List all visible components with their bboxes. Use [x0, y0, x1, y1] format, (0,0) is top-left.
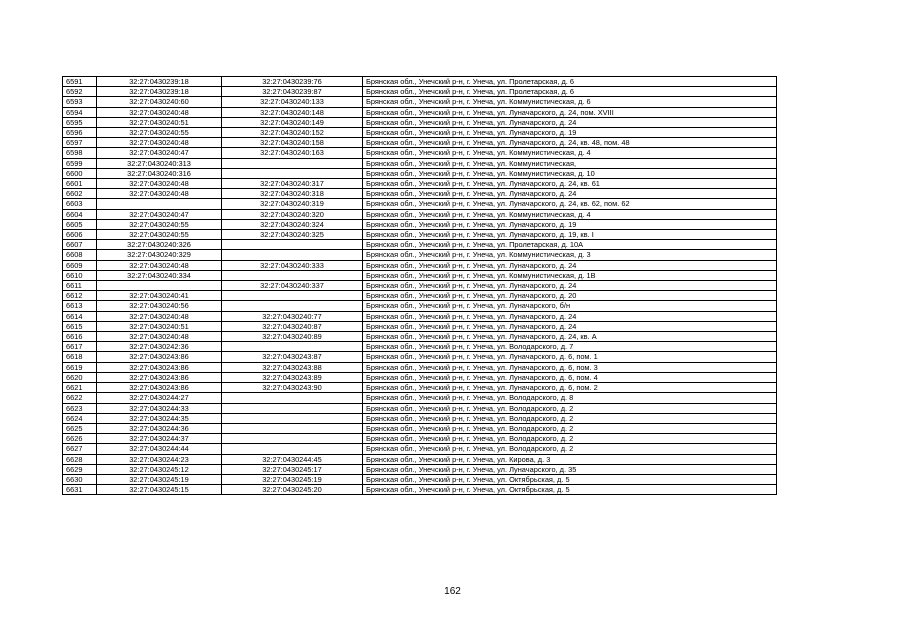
object-cadastral-number-cell — [222, 240, 363, 250]
parcel-cadastral-number-cell: 32:27:0430242:36 — [97, 342, 222, 352]
table-row — [63, 291, 777, 301]
address-cell: Брянская обл., Унечский р-н, г. Унеча, ул. Октябрьская, д. 5 — [363, 474, 777, 484]
object-cadastral-number-cell: 32:27:0430240:77 — [222, 311, 363, 321]
parcel-cadastral-number-cell: 32:27:0430240:55 — [97, 219, 222, 229]
table-row — [63, 97, 777, 107]
table-row — [63, 413, 777, 423]
object-cadastral-number-cell — [222, 250, 363, 260]
parcel-cadastral-number-cell — [97, 199, 222, 209]
table-row — [63, 281, 777, 291]
table-row — [63, 199, 777, 209]
row-number-cell: 6595 — [63, 117, 97, 127]
address-cell: Брянская обл., Унечский р-н, г. Унеча, ул. Володарского, д. 2 — [363, 444, 777, 454]
address-cell: Брянская обл., Унечский р-н, г. Унеча, ул. Володарского, д. 7 — [363, 342, 777, 352]
table-row — [63, 311, 777, 321]
object-cadastral-number-cell: 32:27:0430239:87 — [222, 87, 363, 97]
address-cell: Брянская обл., Унечский р-н, г. Унеча, ул. Володарского, д. 2 — [363, 413, 777, 423]
row-number-cell: 6599 — [63, 158, 97, 168]
table-row — [63, 393, 777, 403]
table-row — [63, 168, 777, 178]
address-cell: Брянская обл., Унечский р-н, г. Унеча, ул. Володарского, д. 2 — [363, 423, 777, 433]
parcel-cadastral-number-cell: 32:27:0430243:86 — [97, 352, 222, 362]
row-number-cell: 6610 — [63, 270, 97, 280]
row-number-cell: 6592 — [63, 87, 97, 97]
table-row — [63, 230, 777, 240]
parcel-cadastral-number-cell: 32:27:0430240:55 — [97, 128, 222, 138]
address-cell: Брянская обл., Унечский р-н, г. Унеча, ул. Коммунистическая, д. 10 — [363, 168, 777, 178]
table-row — [63, 342, 777, 352]
parcel-cadastral-number-cell: 32:27:0430240:329 — [97, 250, 222, 260]
object-cadastral-number-cell: 32:27:0430243:89 — [222, 372, 363, 382]
object-cadastral-number-cell — [222, 423, 363, 433]
parcel-cadastral-number-cell: 32:27:0430239:18 — [97, 87, 222, 97]
parcel-cadastral-number-cell: 32:27:0430244:44 — [97, 444, 222, 454]
row-number-cell: 6602 — [63, 189, 97, 199]
table-row — [63, 158, 777, 168]
row-number-cell: 6607 — [63, 240, 97, 250]
table-body — [63, 77, 777, 495]
parcel-cadastral-number-cell: 32:27:0430240:47 — [97, 148, 222, 158]
parcel-cadastral-number-cell — [97, 281, 222, 291]
object-cadastral-number-cell: 32:27:0430240:158 — [222, 138, 363, 148]
object-cadastral-number-cell: 32:27:0430240:325 — [222, 230, 363, 240]
object-cadastral-number-cell: 32:27:0430240:148 — [222, 107, 363, 117]
address-cell: Брянская обл., Унечский р-н, г. Унеча, ул. Пролетарская, д. 6 — [363, 87, 777, 97]
parcel-cadastral-number-cell: 32:27:0430240:48 — [97, 332, 222, 342]
object-cadastral-number-cell: 32:27:0430240:333 — [222, 260, 363, 270]
address-cell: Брянская обл., Унечский р-н, г. Унеча, ул. Луначарского, д. 24 — [363, 117, 777, 127]
row-number-cell: 6631 — [63, 485, 97, 495]
row-number-cell: 6593 — [63, 97, 97, 107]
address-cell: Брянская обл., Унечский р-н, г. Унеча, ул. Луначарского, д. 6, пом. 1 — [363, 352, 777, 362]
property-register-table — [62, 76, 777, 495]
object-cadastral-number-cell: 32:27:0430240:337 — [222, 281, 363, 291]
address-cell: Брянская обл., Унечский р-н, г. Унеча, ул. Пролетарская, д. 6 — [363, 77, 777, 87]
address-cell: Брянская обл., Унечский р-н, г. Унеча, ул. Коммунистическая, д. 4 — [363, 209, 777, 219]
parcel-cadastral-number-cell: 32:27:0430244:37 — [97, 434, 222, 444]
object-cadastral-number-cell: 32:27:0430240:319 — [222, 199, 363, 209]
address-cell: Брянская обл., Унечский р-н, г. Унеча, ул. Луначарского, д. 20 — [363, 291, 777, 301]
address-cell: Брянская обл., Унечский р-н, г. Унеча, ул. Коммунистическая, д. 3 — [363, 250, 777, 260]
row-number-cell: 6614 — [63, 311, 97, 321]
object-cadastral-number-cell: 32:27:0430243:87 — [222, 352, 363, 362]
parcel-cadastral-number-cell: 32:27:0430244:23 — [97, 454, 222, 464]
address-cell: Брянская обл., Унечский р-н, г. Унеча, ул. Луначарского, д. 6, пом. 2 — [363, 383, 777, 393]
row-number-cell: 6596 — [63, 128, 97, 138]
table-row — [63, 117, 777, 127]
parcel-cadastral-number-cell: 32:27:0430240:48 — [97, 138, 222, 148]
object-cadastral-number-cell: 32:27:0430245:20 — [222, 485, 363, 495]
address-cell: Брянская обл., Унечский р-н, г. Унеча, ул. Луначарского, д. 24 — [363, 189, 777, 199]
object-cadastral-number-cell: 32:27:0430240:87 — [222, 321, 363, 331]
address-cell: Брянская обл., Унечский р-н, г. Унеча, ул. Кирова, д. 3 — [363, 454, 777, 464]
row-number-cell: 6608 — [63, 250, 97, 260]
table-row — [63, 403, 777, 413]
object-cadastral-number-cell: 32:27:0430240:152 — [222, 128, 363, 138]
object-cadastral-number-cell — [222, 434, 363, 444]
parcel-cadastral-number-cell: 32:27:0430240:326 — [97, 240, 222, 250]
row-number-cell: 6600 — [63, 168, 97, 178]
object-cadastral-number-cell — [222, 444, 363, 454]
address-cell: Брянская обл., Унечский р-н, г. Унеча, ул. Луначарского, д. 19 — [363, 128, 777, 138]
row-number-cell: 6617 — [63, 342, 97, 352]
row-number-cell: 6598 — [63, 148, 97, 158]
address-cell: Брянская обл., Унечский р-н, г. Унеча, ул. Луначарского, д. 24, кв. А — [363, 332, 777, 342]
table-row — [63, 352, 777, 362]
row-number-cell: 6613 — [63, 301, 97, 311]
address-cell: Брянская обл., Унечский р-н, г. Унеча, ул. Луначарского, д. 24, кв. 48, пом. 48 — [363, 138, 777, 148]
row-number-cell: 6630 — [63, 474, 97, 484]
parcel-cadastral-number-cell: 32:27:0430244:33 — [97, 403, 222, 413]
address-cell: Брянская обл., Унечский р-н, г. Унеча, ул. Пролетарская, д. 10А — [363, 240, 777, 250]
table-row — [63, 332, 777, 342]
row-number-cell: 6615 — [63, 321, 97, 331]
object-cadastral-number-cell: 32:27:0430240:324 — [222, 219, 363, 229]
table-row — [63, 474, 777, 484]
parcel-cadastral-number-cell: 32:27:0430240:48 — [97, 311, 222, 321]
table-row — [63, 485, 777, 495]
row-number-cell: 6627 — [63, 444, 97, 454]
object-cadastral-number-cell: 32:27:0430245:17 — [222, 464, 363, 474]
address-cell: Брянская обл., Унечский р-н, г. Унеча, ул. Коммунистическая, — [363, 158, 777, 168]
parcel-cadastral-number-cell: 32:27:0430240:51 — [97, 117, 222, 127]
table-row — [63, 189, 777, 199]
object-cadastral-number-cell: 32:27:0430240:317 — [222, 179, 363, 189]
address-cell: Брянская обл., Унечский р-н, г. Унеча, ул. Луначарского, д. 6, пом. 3 — [363, 362, 777, 372]
row-number-cell: 6629 — [63, 464, 97, 474]
row-number-cell: 6601 — [63, 179, 97, 189]
table-row — [63, 209, 777, 219]
row-number-cell: 6625 — [63, 423, 97, 433]
object-cadastral-number-cell — [222, 301, 363, 311]
address-cell: Брянская обл., Унечский р-н, г. Унеча, ул. Коммунистическая, д. 1В — [363, 270, 777, 280]
object-cadastral-number-cell: 32:27:0430240:149 — [222, 117, 363, 127]
address-cell: Брянская обл., Унечский р-н, г. Унеча, ул. Луначарского, д. 24, кв. 62, пом. 62 — [363, 199, 777, 209]
row-number-cell: 6619 — [63, 362, 97, 372]
parcel-cadastral-number-cell: 32:27:0430240:60 — [97, 97, 222, 107]
address-cell: Брянская обл., Унечский р-н, г. Унеча, ул. Луначарского, д. 24, кв. 61 — [363, 179, 777, 189]
address-cell: Брянская обл., Унечский р-н, г. Унеча, ул. Луначарского, д. 19 — [363, 219, 777, 229]
parcel-cadastral-number-cell: 32:27:0430243:86 — [97, 362, 222, 372]
object-cadastral-number-cell — [222, 403, 363, 413]
table-row — [63, 362, 777, 372]
row-number-cell: 6611 — [63, 281, 97, 291]
object-cadastral-number-cell — [222, 158, 363, 168]
address-cell: Брянская обл., Унечский р-н, г. Унеча, ул. Октябрьская, д. 5 — [363, 485, 777, 495]
row-number-cell: 6623 — [63, 403, 97, 413]
row-number-cell: 6603 — [63, 199, 97, 209]
table-row — [63, 107, 777, 117]
parcel-cadastral-number-cell: 32:27:0430240:48 — [97, 107, 222, 117]
address-cell: Брянская обл., Унечский р-н, г. Унеча, ул. Коммунистическая, д. 4 — [363, 148, 777, 158]
address-cell: Брянская обл., Унечский р-н, г. Унеча, ул. Луначарского, д. 24 — [363, 281, 777, 291]
object-cadastral-number-cell — [222, 168, 363, 178]
address-cell: Брянская обл., Унечский р-н, г. Унеча, ул. Луначарского, д. 24 — [363, 260, 777, 270]
row-number-cell: 6616 — [63, 332, 97, 342]
parcel-cadastral-number-cell: 32:27:0430240:48 — [97, 179, 222, 189]
address-cell: Брянская обл., Унечский р-н, г. Унеча, ул. Луначарского, д. 35 — [363, 464, 777, 474]
parcel-cadastral-number-cell: 32:27:0430240:48 — [97, 189, 222, 199]
parcel-cadastral-number-cell: 32:27:0430243:86 — [97, 372, 222, 382]
object-cadastral-number-cell: 32:27:0430244:45 — [222, 454, 363, 464]
parcel-cadastral-number-cell: 32:27:0430240:48 — [97, 260, 222, 270]
parcel-cadastral-number-cell: 32:27:0430240:47 — [97, 209, 222, 219]
row-number-cell: 6606 — [63, 230, 97, 240]
row-number-cell: 6628 — [63, 454, 97, 464]
table-row — [63, 383, 777, 393]
address-cell: Брянская обл., Унечский р-н, г. Унеча, ул. Луначарского, б/н — [363, 301, 777, 311]
object-cadastral-number-cell — [222, 270, 363, 280]
parcel-cadastral-number-cell: 32:27:0430240:334 — [97, 270, 222, 280]
parcel-cadastral-number-cell: 32:27:0430240:313 — [97, 158, 222, 168]
table-row — [63, 434, 777, 444]
parcel-cadastral-number-cell: 32:27:0430244:27 — [97, 393, 222, 403]
object-cadastral-number-cell: 32:27:0430240:89 — [222, 332, 363, 342]
parcel-cadastral-number-cell: 32:27:0430243:86 — [97, 383, 222, 393]
row-number-cell: 6618 — [63, 352, 97, 362]
table-row — [63, 464, 777, 474]
address-cell: Брянская обл., Унечский р-н, г. Унеча, ул. Луначарского, д. 19, кв. I — [363, 230, 777, 240]
table-row — [63, 250, 777, 260]
object-cadastral-number-cell — [222, 291, 363, 301]
parcel-cadastral-number-cell: 32:27:0430239:18 — [97, 77, 222, 87]
row-number-cell: 6609 — [63, 260, 97, 270]
table-row — [63, 77, 777, 87]
table-row — [63, 148, 777, 158]
table-row — [63, 423, 777, 433]
row-number-cell: 6622 — [63, 393, 97, 403]
address-cell: Брянская обл., Унечский р-н, г. Унеча, ул. Луначарского, д. 24 — [363, 321, 777, 331]
table-row — [63, 444, 777, 454]
address-cell: Брянская обл., Унечский р-н, г. Унеча, ул. Коммунистическая, д. 6 — [363, 97, 777, 107]
address-cell: Брянская обл., Унечский р-н, г. Унеча, ул. Володарского, д. 2 — [363, 434, 777, 444]
parcel-cadastral-number-cell: 32:27:0430245:19 — [97, 474, 222, 484]
table-row — [63, 321, 777, 331]
object-cadastral-number-cell: 32:27:0430240:163 — [222, 148, 363, 158]
object-cadastral-number-cell: 32:27:0430240:318 — [222, 189, 363, 199]
row-number-cell: 6591 — [63, 77, 97, 87]
row-number-cell: 6621 — [63, 383, 97, 393]
table-row — [63, 270, 777, 280]
object-cadastral-number-cell: 32:27:0430240:133 — [222, 97, 363, 107]
row-number-cell: 6624 — [63, 413, 97, 423]
object-cadastral-number-cell: 32:27:0430240:320 — [222, 209, 363, 219]
table-row — [63, 260, 777, 270]
row-number-cell: 6612 — [63, 291, 97, 301]
object-cadastral-number-cell — [222, 393, 363, 403]
parcel-cadastral-number-cell: 32:27:0430240:316 — [97, 168, 222, 178]
table-row — [63, 372, 777, 382]
row-number-cell: 6626 — [63, 434, 97, 444]
row-number-cell: 6597 — [63, 138, 97, 148]
object-cadastral-number-cell — [222, 413, 363, 423]
address-cell: Брянская обл., Унечский р-н, г. Унеча, ул. Луначарского, д. 24, пом. XVIII — [363, 107, 777, 117]
table-row — [63, 87, 777, 97]
table-row — [63, 179, 777, 189]
parcel-cadastral-number-cell: 32:27:0430244:36 — [97, 423, 222, 433]
address-cell: Брянская обл., Унечский р-н, г. Унеча, ул. Луначарского, д. 24 — [363, 311, 777, 321]
table-row — [63, 138, 777, 148]
address-cell: Брянская обл., Унечский р-н, г. Унеча, ул. Луначарского, д. 6, пом. 4 — [363, 372, 777, 382]
row-number-cell: 6605 — [63, 219, 97, 229]
table-row — [63, 301, 777, 311]
object-cadastral-number-cell: 32:27:0430243:90 — [222, 383, 363, 393]
parcel-cadastral-number-cell: 32:27:0430245:15 — [97, 485, 222, 495]
object-cadastral-number-cell: 32:27:0430239:76 — [222, 77, 363, 87]
parcel-cadastral-number-cell: 32:27:0430245:12 — [97, 464, 222, 474]
address-cell: Брянская обл., Унечский р-н, г. Унеча, ул. Володарского, д. 2 — [363, 403, 777, 413]
parcel-cadastral-number-cell: 32:27:0430240:41 — [97, 291, 222, 301]
table-row — [63, 454, 777, 464]
parcel-cadastral-number-cell: 32:27:0430244:35 — [97, 413, 222, 423]
parcel-cadastral-number-cell: 32:27:0430240:56 — [97, 301, 222, 311]
object-cadastral-number-cell — [222, 342, 363, 352]
parcel-cadastral-number-cell: 32:27:0430240:55 — [97, 230, 222, 240]
table-row — [63, 240, 777, 250]
row-number-cell: 6604 — [63, 209, 97, 219]
row-number-cell: 6594 — [63, 107, 97, 117]
row-number-cell: 6620 — [63, 372, 97, 382]
object-cadastral-number-cell: 32:27:0430245:19 — [222, 474, 363, 484]
address-cell: Брянская обл., Унечский р-н, г. Унеча, ул. Володарского, д. 8 — [363, 393, 777, 403]
object-cadastral-number-cell: 32:27:0430243:88 — [222, 362, 363, 372]
parcel-cadastral-number-cell: 32:27:0430240:51 — [97, 321, 222, 331]
table-row — [63, 128, 777, 138]
page-number: 162 — [444, 586, 461, 597]
table-row — [63, 219, 777, 229]
